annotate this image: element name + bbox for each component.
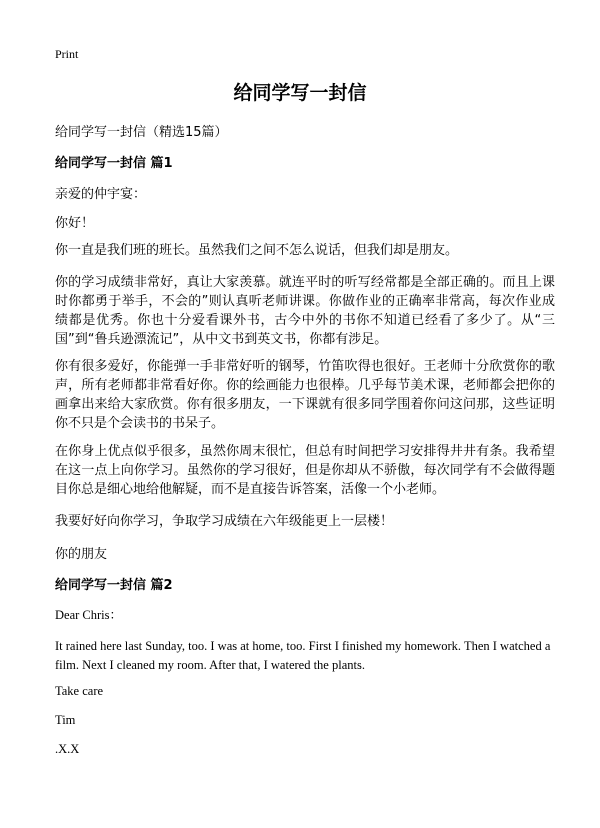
document-subtitle: 给同学写一封信（精选15篇） xyxy=(55,125,228,140)
section-2-body: It rained here last Sunday, too. I was at home, too. First I finished my homework. Then I watched a film. Next I cleaned my room. After that, I watered the plants. xyxy=(55,639,551,672)
section-1-heading: 给同学写一封信 篇1 xyxy=(55,156,173,171)
print-label: Print xyxy=(55,47,79,61)
section-2-signature: Tim xyxy=(55,713,76,727)
section-1-paragraph-4: 在你身上优点似乎很多，虽然你周末很忙，但总有时间把学习安排得井井有条。我希望在这一点上向你学习。虽然你的学习很好，但是你却从不骄傲，每次同学有不会做得题目你总是细心地给他解疑，而不是直接告诉答案，活像一个小老师。 xyxy=(55,444,555,497)
section-2-closing: Take care xyxy=(55,684,104,698)
section-1-paragraph-5: 我要好好向你学习，争取学习成绩在六年级能更上一层楼！ xyxy=(55,514,394,529)
section-1-paragraph-2: 你的学习成绩非常好，真让大家羡慕。就连平时的听写经常都是全部正确的。而且上课时你都勇于举手，不会的”则认真听老师讲课。你做作业的正确率非常高，每次作业成绩都是优秀。你也十分爱看课外书，古今中外的书你不知道已经看了多少了。从“三国”到“鲁兵逊漂流记”，从中文书到英文书，你都有涉足。 xyxy=(55,275,555,347)
section-1-paragraph-1: 你一直是我们班的班长。虽然我们之间不怎么说话，但我们却是朋友。 xyxy=(55,243,459,258)
section-1-paragraph-3: 你有很多爱好，你能弹一手非常好听的钢琴，竹笛吹得也很好。王老师十分欣赏你的歌声，所有老师都非常看好你。你的绘画能力也很棒。几乎每节美术课，老师都会把你的画拿出来给大家欣赏。你有很多朋友，一下课就有很多同学围着你问这问那，这些证明你不只是个会读书的书呆子。 xyxy=(55,359,555,431)
document-title: 给同学写一封信 xyxy=(233,82,367,104)
section-2-heading: 给同学写一封信 篇2 xyxy=(55,578,173,593)
section-1-greeting: 你好！ xyxy=(55,216,95,231)
section-2-salutation: Dear Chris： xyxy=(55,608,122,622)
section-2-date: .X.X xyxy=(55,742,80,756)
section-1-closing: 你的朋友 xyxy=(55,547,108,562)
section-1-salutation: 亲爱的仲宇宴： xyxy=(55,187,147,202)
